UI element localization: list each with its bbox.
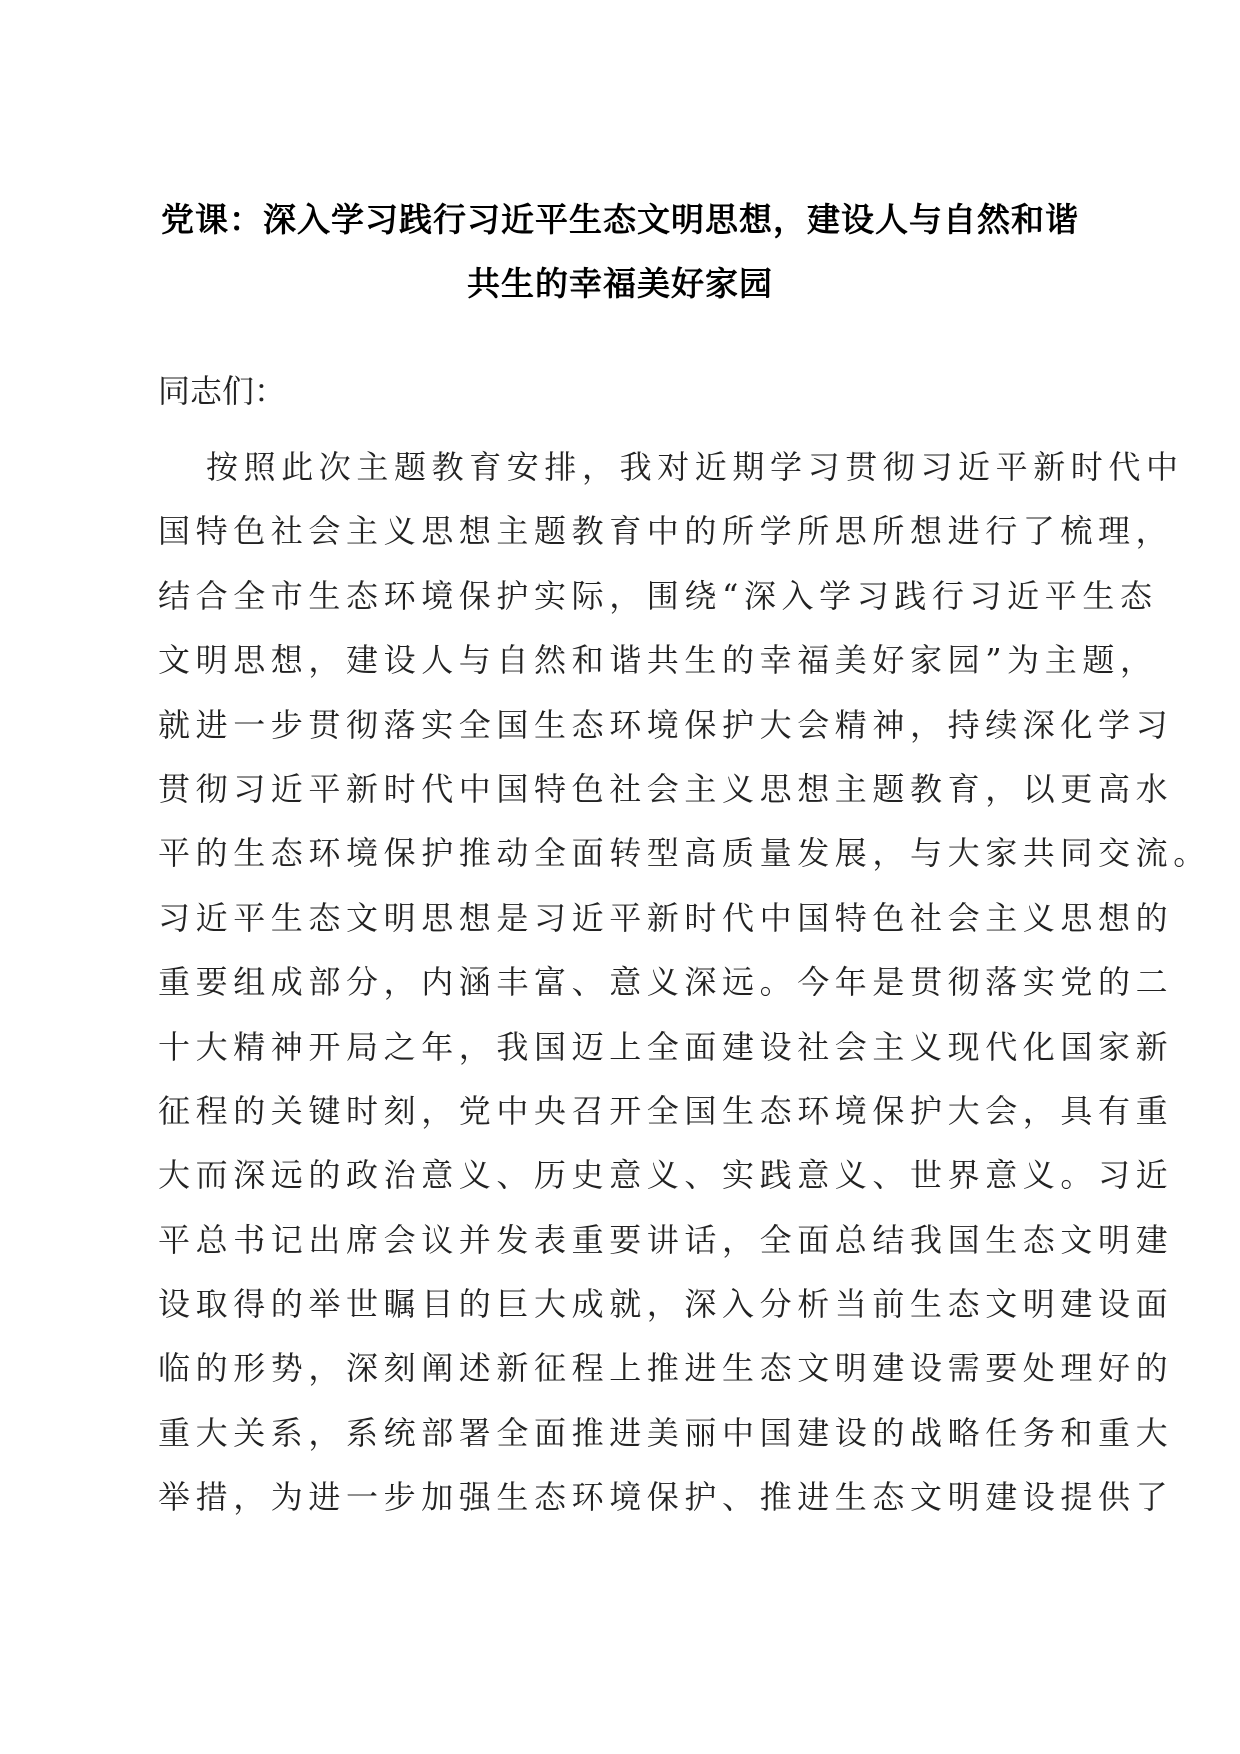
body-line: 贯彻习近平新时代中国特色社会主义思想主题教育，以更高水 <box>158 769 1174 808</box>
body-line: 临的形势，深刻阐述新征程上推进生态文明建设需要处理好的 <box>158 1349 1174 1388</box>
body-paragraph <box>158 446 1211 1541</box>
body-line: 重大关系，系统部署全面推进美丽中国建设的战略任务和重大 <box>158 1413 1174 1452</box>
body-line: 习近平生态文明思想是习近平新时代中国特色社会主义思想的 <box>158 898 1174 937</box>
body-line: 平的生态环境保护推动全面转型高质量发展，与大家共同交流。 <box>158 834 1211 873</box>
salutation: 同志们： <box>158 372 287 410</box>
body-line: 文明思想，建设人与自然和谐共生的幸福美好家园”为主题， <box>158 641 1158 680</box>
body-line: 重要组成部分，内涵丰富、意义深远。今年是贯彻落实党的二 <box>158 963 1174 1002</box>
body-line: 十大精神开局之年，我国迈上全面建设社会主义现代化国家新 <box>158 1027 1174 1066</box>
body-line: 按照此次主题教育安排，我对近期学习贯彻习近平新时代中 <box>206 448 1184 486</box>
body-line: 就进一步贯彻落实全国生态环境保护大会精神，持续深化学习 <box>158 705 1174 744</box>
body-line: 国特色社会主义思想主题教育中的所学所思所想进行了梳理， <box>158 512 1174 551</box>
body-line: 大而深远的政治意义、历史意义、实践意义、世界意义。习近 <box>158 1156 1174 1195</box>
title-line-1: 党课：深入学习践行习近平生态文明思想，建设人与自然和谐 <box>161 200 1079 239</box>
body-line: 举措，为进一步加强生态环境保护、推进生态文明建设提供了 <box>158 1478 1174 1517</box>
body-line: 平总书记出席会议并发表重要讲话，全面总结我国生态文明建 <box>158 1220 1174 1259</box>
body-line: 设取得的举世瞩目的巨大成就，深入分析当前生态文明建设面 <box>158 1285 1174 1324</box>
body-line: 征程的关键时刻，党中央召开全国生态环境保护大会，具有重 <box>158 1091 1174 1130</box>
title-line-2: 共生的幸福美好家园 <box>467 264 773 303</box>
body-line: 结合全市生态环境保护实际，围绕“深入学习践行习近平生态 <box>158 576 1158 615</box>
document-title <box>150 188 1090 316</box>
